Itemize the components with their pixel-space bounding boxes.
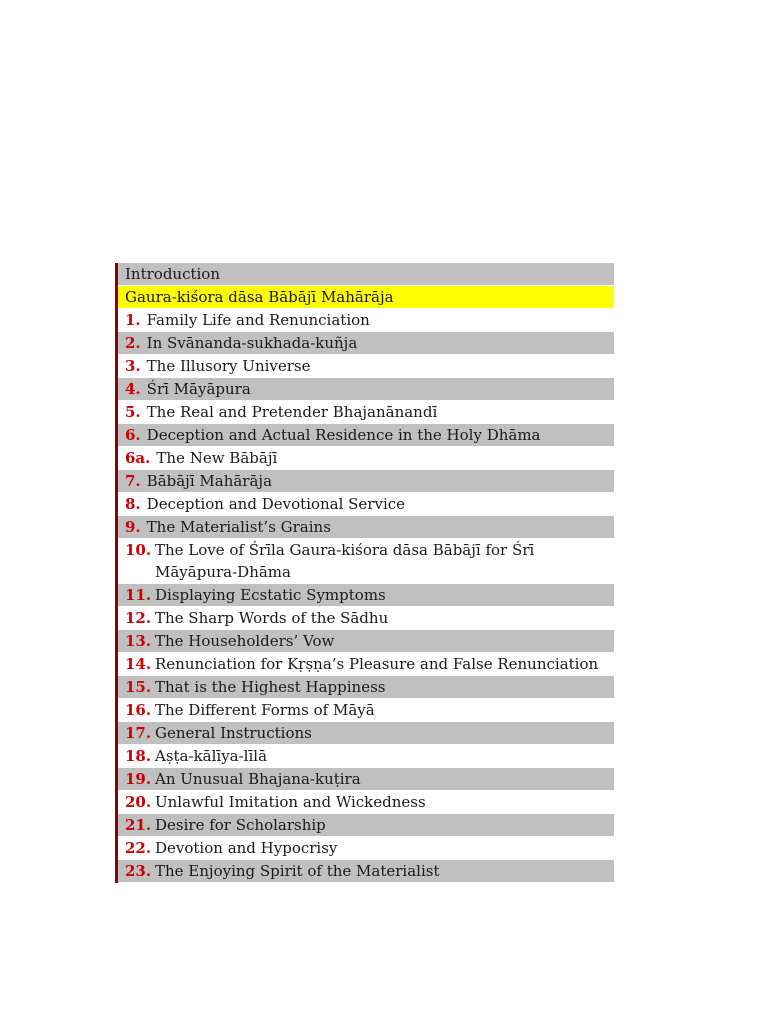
toc-entry-number: 1. — [125, 311, 141, 329]
toc-entry-title: The Sharp Words of the Sādhu — [155, 609, 389, 627]
toc-entry-number: 2. — [125, 334, 141, 352]
toc-entry-title: The Illusory Universe — [146, 357, 311, 375]
toc-entry[interactable] — [118, 286, 614, 309]
toc-entry[interactable] — [118, 699, 614, 722]
toc-entry[interactable] — [118, 837, 614, 860]
toc-entry-number: 6a. — [125, 449, 151, 467]
toc-entry-title: The Householders’ Vow — [155, 632, 335, 650]
toc-entry-title: Bābājī Mahārāja — [146, 472, 273, 490]
toc-entry-title: Displaying Ecstatic Symptoms — [155, 586, 386, 604]
toc-entry-number: 5. — [125, 403, 141, 421]
toc-entry[interactable] — [118, 584, 614, 607]
toc-entry[interactable] — [118, 653, 614, 676]
toc-entry-title: Aṣṭa-kālīya-līlā — [155, 747, 268, 765]
toc-entry-number: 11. — [125, 586, 152, 604]
toc-entry-number: 12. — [125, 609, 152, 627]
toc-entry-title: Śrī Māyāpura — [146, 380, 251, 398]
toc-entry[interactable] — [118, 745, 614, 768]
toc-entry-number: 15. — [125, 678, 152, 696]
toc-entry[interactable] — [118, 676, 614, 699]
toc-entry-title: Unlawful Imitation and Wickedness — [155, 793, 426, 811]
toc-entry[interactable] — [118, 263, 614, 286]
toc-entry[interactable] — [118, 539, 614, 584]
toc-entry-number: 9. — [125, 518, 141, 536]
table-of-contents — [115, 263, 614, 883]
toc-entry-title: The Love of Śrīla Gaura-kiśora dāsa Bābājī for Śrī Māyāpura-Dhāma — [155, 541, 535, 581]
toc-entry-title: Deception and Actual Residence in the Holy Dhāma — [146, 426, 541, 444]
toc-entry-number: 7. — [125, 472, 141, 490]
toc-entry-number: 8. — [125, 495, 141, 513]
toc-entry-title: An Unusual Bhajana-kuṭira — [155, 770, 361, 788]
toc-entry-number: 19. — [125, 770, 152, 788]
toc-entry[interactable] — [118, 630, 614, 653]
toc-entry-number: 13. — [125, 632, 152, 650]
toc-entry[interactable] — [118, 424, 614, 447]
toc-entry[interactable] — [118, 401, 614, 424]
toc-entry[interactable] — [118, 791, 614, 814]
toc-entry[interactable] — [118, 722, 614, 745]
toc-entry[interactable] — [118, 447, 614, 470]
toc-entry[interactable] — [118, 493, 614, 516]
toc-entry-title: The Different Forms of Māyā — [155, 701, 375, 719]
toc-entry-number: 14. — [125, 655, 152, 673]
toc-entry-title: Family Life and Renunciation — [146, 311, 370, 329]
toc-entry-title: Renunciation for Kṛṣṇa’s Pleasure and False Renunciation — [155, 655, 599, 673]
toc-entry-number: 18. — [125, 747, 152, 765]
toc-entry-number: 17. — [125, 724, 152, 742]
toc-entry-number: 20. — [125, 793, 152, 811]
toc-entry[interactable] — [118, 768, 614, 791]
toc-entry-title: The Enjoying Spirit of the Materialist — [155, 862, 440, 880]
toc-entry[interactable] — [118, 355, 614, 378]
toc-entry[interactable] — [118, 516, 614, 539]
toc-entry-title: General Instructions — [155, 724, 312, 742]
toc-entry-number: 23. — [125, 862, 152, 880]
toc-entry-number: 6. — [125, 426, 141, 444]
toc-entry-title: The New Bābājī — [156, 449, 278, 467]
toc-entry[interactable] — [118, 860, 614, 883]
toc-entry-title: That is the Highest Happiness — [155, 678, 386, 696]
toc-entry-title: Desire for Scholarship — [155, 816, 326, 834]
toc-entry-title: Devotion and Hypocrisy — [155, 839, 338, 857]
toc-entry-title: The Materialist’s Grains — [146, 518, 331, 536]
toc-entry-number: 22. — [125, 839, 152, 857]
toc-entry-number: 21. — [125, 816, 152, 834]
toc-entry-title: The Real and Pretender Bhajanānandī — [146, 403, 438, 421]
toc-entry-number: 10. — [125, 541, 152, 559]
toc-entry-title: Gaura-kiśora dāsa Bābājī Mahārāja — [125, 288, 394, 306]
toc-entry[interactable] — [118, 332, 614, 355]
toc-entry[interactable] — [118, 378, 614, 401]
toc-entry-title: In Svānanda-sukhada-kuñja — [146, 334, 358, 352]
toc-entry[interactable] — [118, 309, 614, 332]
toc-entry-number: 3. — [125, 357, 141, 375]
toc-entry-title: Deception and Devotional Service — [146, 495, 406, 513]
toc-entry-number: 16. — [125, 701, 152, 719]
toc-entry[interactable] — [118, 470, 614, 493]
toc-entry[interactable] — [118, 814, 614, 837]
toc-entry[interactable] — [118, 607, 614, 630]
toc-entry-number: 4. — [125, 380, 141, 398]
toc-entry-title: Introduction — [125, 265, 220, 283]
